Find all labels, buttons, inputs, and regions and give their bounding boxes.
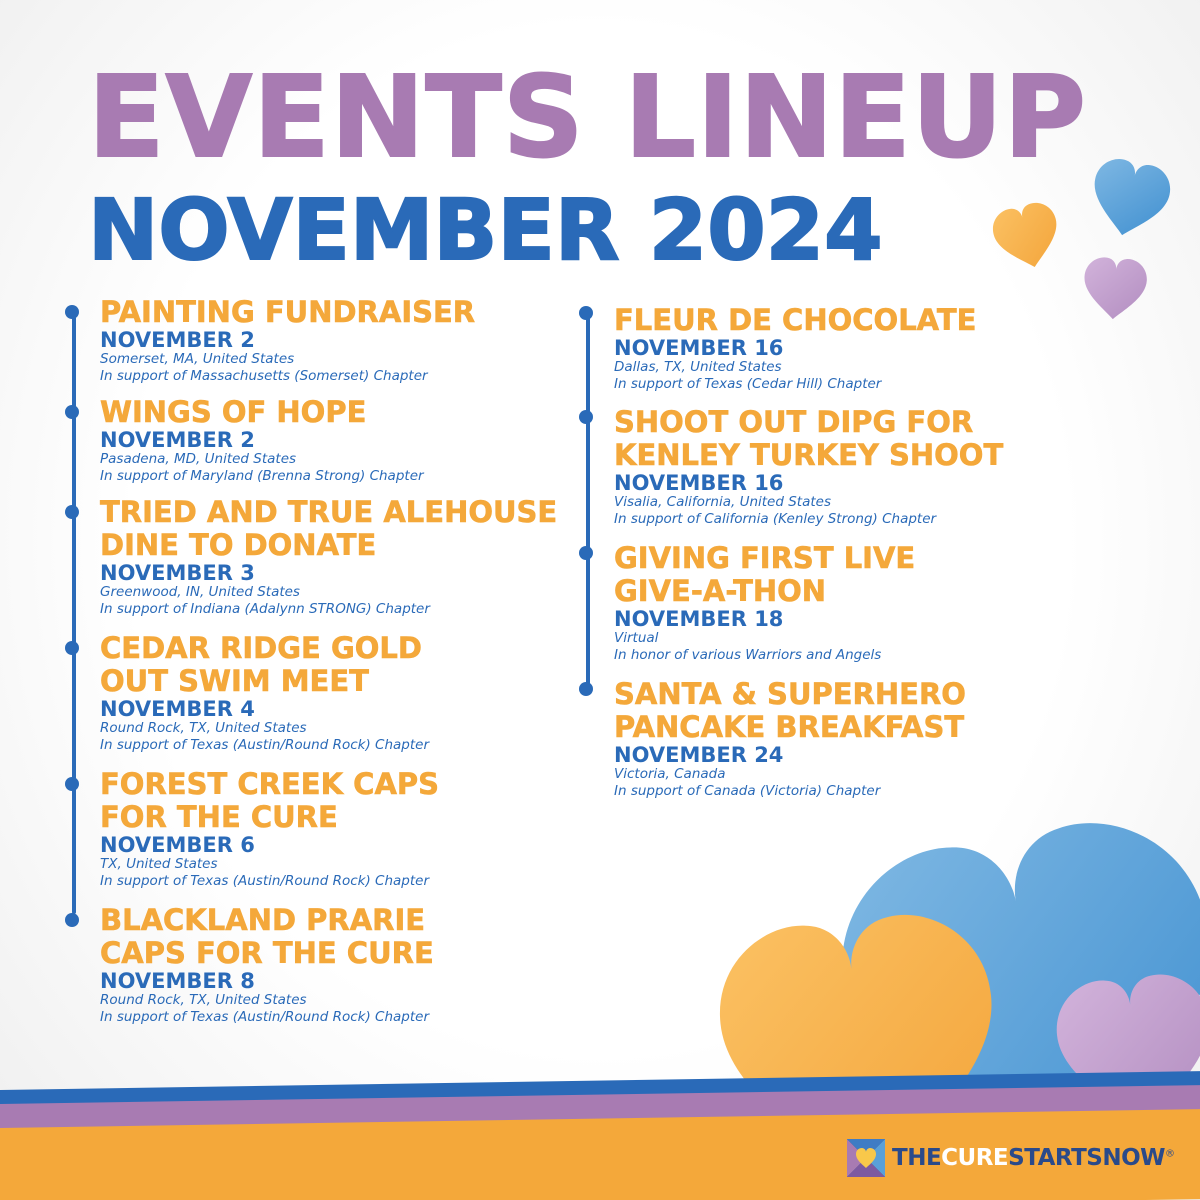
- event-item: [586, 304, 976, 393]
- page-subtitle: NOVEMBER 2024: [88, 181, 883, 279]
- event-date: NOVEMBER 24: [614, 743, 784, 767]
- event-name: FLEUR DE CHOCOLATE: [614, 303, 977, 337]
- logo-word-the: THE: [892, 1145, 942, 1171]
- event-name: BLACKLAND PRARIE: [100, 903, 426, 937]
- event-name: TRIED AND TRUE ALEHOUSE: [100, 495, 558, 529]
- event-item: [72, 632, 429, 754]
- event-support: In support of California (Kenley Strong) Chapter: [614, 511, 937, 527]
- logo-word-startsnow: STARTSNOW: [1008, 1145, 1166, 1171]
- event-location: Greenwood, IN, United States: [100, 584, 300, 600]
- page-title: EVENTS LINEUP: [88, 53, 1087, 183]
- event-item: [72, 496, 557, 618]
- timeline-dot: [65, 913, 79, 927]
- small-purple-heart-icon: [1082, 256, 1149, 321]
- event-name-line2: DINE TO DONATE: [100, 528, 377, 562]
- event-name: CEDAR RIDGE GOLD: [100, 631, 422, 665]
- event-date: NOVEMBER 18: [614, 607, 784, 631]
- event-name-line2: CAPS FOR THE CURE: [100, 936, 434, 970]
- event-name-line2: FOR THE CURE: [100, 800, 338, 834]
- event-name-line2: KENLEY TURKEY SHOOT: [614, 438, 1004, 472]
- event-support: In support of Massachusetts (Somerset) Chapter: [100, 368, 428, 384]
- event-name-line2: OUT SWIM MEET: [100, 664, 369, 698]
- event-location: Visalia, California, United States: [614, 494, 831, 510]
- event-date: NOVEMBER 3: [100, 561, 255, 585]
- logo-wordmark: [892, 1145, 1175, 1171]
- event-name-line2: GIVE-A-THON: [614, 574, 827, 608]
- timeline-dot: [65, 405, 79, 419]
- event-support: In support of Texas (Cedar Hill) Chapter: [614, 376, 882, 392]
- event-name: GIVING FIRST LIVE: [614, 541, 916, 575]
- event-name-line2: PANCAKE BREAKFAST: [614, 710, 965, 744]
- event-date: NOVEMBER 16: [614, 471, 784, 495]
- event-support: In support of Texas (Austin/Round Rock) Chapter: [100, 737, 429, 753]
- timeline-dot: [579, 682, 593, 696]
- timeline-dot: [65, 777, 79, 791]
- event-name: PAINTING FUNDRAISER: [100, 295, 476, 329]
- event-location: Round Rock, TX, United States: [100, 720, 307, 736]
- timeline-dot: [65, 505, 79, 519]
- event-location: Pasadena, MD, United States: [100, 451, 297, 467]
- event-location: Somerset, MA, United States: [100, 351, 295, 367]
- logo-mark-icon: [846, 1138, 886, 1178]
- event-name: SANTA & SUPERHERO: [614, 677, 966, 711]
- brand-logo: [846, 1138, 1175, 1178]
- event-name: WINGS OF HOPE: [100, 395, 367, 429]
- event-location: Dallas, TX, United States: [614, 359, 782, 375]
- event-location: TX, United States: [100, 856, 218, 872]
- timeline-dot: [579, 306, 593, 320]
- timeline-dot: [579, 410, 593, 424]
- event-support: In honor of various Warriors and Angels: [614, 647, 882, 663]
- timeline-dot: [65, 641, 79, 655]
- event-name: FOREST CREEK CAPS: [100, 767, 440, 801]
- event-support: In support of Texas (Austin/Round Rock) Chapter: [100, 1009, 429, 1025]
- event-support: In support of Canada (Victoria) Chapter: [614, 783, 881, 799]
- event-support: In support of Indiana (Adalynn STRONG) Chapter: [100, 601, 430, 617]
- event-item: [72, 296, 475, 385]
- small-blue-heart-icon: [1085, 155, 1175, 244]
- small-orange-heart-icon: [989, 199, 1066, 275]
- event-name: SHOOT OUT DIPG FOR: [614, 405, 974, 439]
- event-date: NOVEMBER 16: [614, 336, 784, 360]
- event-item: [586, 542, 915, 664]
- event-location: Victoria, Canada: [614, 766, 726, 782]
- logo-word-cure: CURE: [941, 1145, 1009, 1171]
- event-location: Virtual: [614, 630, 659, 646]
- event-date: NOVEMBER 2: [100, 328, 255, 352]
- timeline-dot: [579, 546, 593, 560]
- timeline-dot: [65, 305, 79, 319]
- event-location: Round Rock, TX, United States: [100, 992, 307, 1008]
- event-item: [72, 904, 434, 1026]
- event-item: [586, 678, 966, 800]
- event-support: In support of Texas (Austin/Round Rock) Chapter: [100, 873, 429, 889]
- event-item: [72, 396, 424, 485]
- event-date: NOVEMBER 4: [100, 697, 255, 721]
- event-item: [72, 768, 439, 890]
- event-date: NOVEMBER 6: [100, 833, 255, 857]
- event-support: In support of Maryland (Brenna Strong) Chapter: [100, 468, 424, 484]
- event-date: NOVEMBER 8: [100, 969, 255, 993]
- logo-trademark: ®: [1165, 1148, 1175, 1160]
- event-date: NOVEMBER 2: [100, 428, 255, 452]
- event-item: [586, 406, 1003, 528]
